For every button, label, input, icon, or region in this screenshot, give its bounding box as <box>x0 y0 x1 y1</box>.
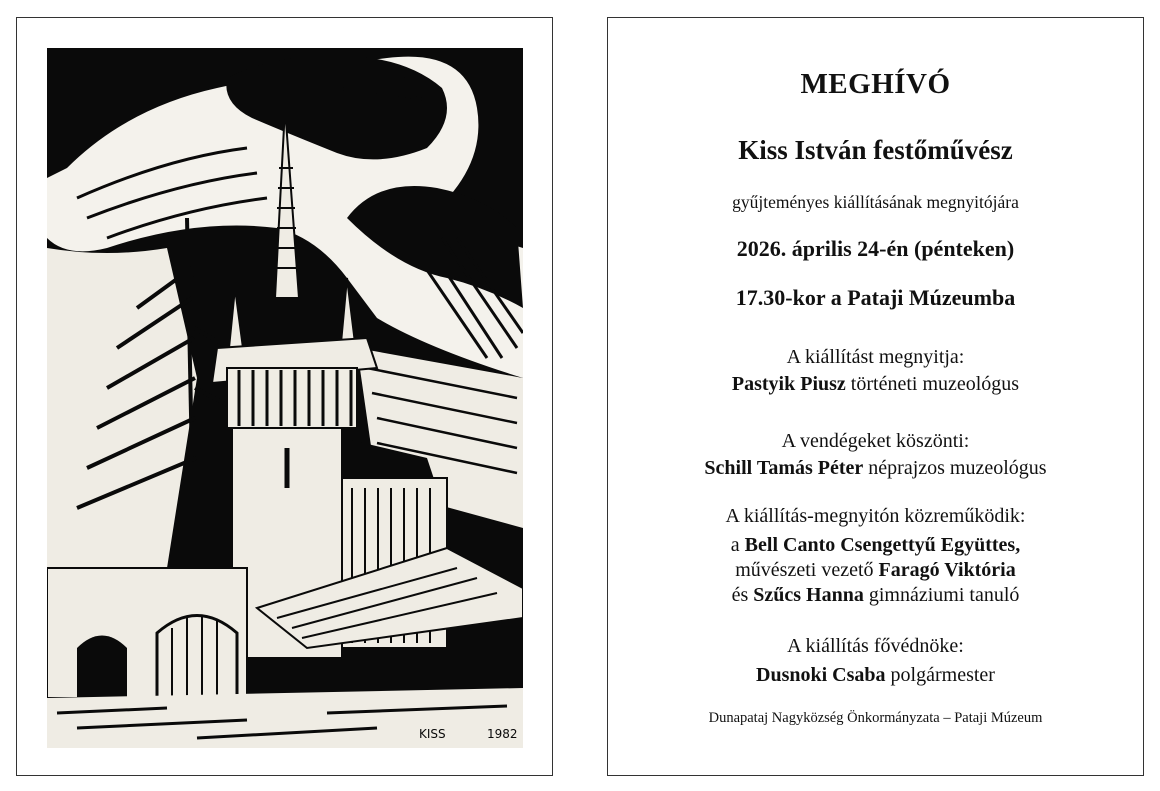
performers-prefix-2: művészeti vezető <box>735 559 874 581</box>
greeting-speaker <box>608 457 1143 480</box>
performers-line-2 <box>608 558 1143 583</box>
artwork-card <box>16 17 553 776</box>
opening-speaker <box>608 373 1143 396</box>
artwork-year: 1982 <box>487 727 518 741</box>
artist-signature: KISS <box>419 727 446 741</box>
performers-prefix-1: a <box>730 534 740 556</box>
performer-group: Bell Canto Csengettyű Együttes, <box>744 534 1021 556</box>
opening-name: Pastyik Piusz <box>731 373 846 395</box>
greeting-block <box>608 430 1143 480</box>
performers-line-1 <box>608 533 1143 558</box>
performers-label: A kiállítás-megnyitón közreműködik: <box>725 505 1026 527</box>
greeting-label: A vendégeket köszönti: <box>781 430 970 452</box>
patron-name: Dusnoki Csaba <box>756 664 886 686</box>
opening-role: történeti muzeológus <box>850 373 1020 395</box>
organizer-footer: Dunapataj Nagyközség Önkormányzata – Pataji Múzeum <box>708 710 1043 726</box>
performer-leader: Faragó Viktória <box>878 559 1016 581</box>
opening-label: A kiállítást megnyitja: <box>786 346 965 368</box>
performer-student-role: gimnáziumi tanuló <box>868 584 1020 606</box>
patron-person <box>608 664 1143 687</box>
occasion-text: gyűjteményes kiállításának megnyitójára <box>732 192 1019 212</box>
invitation-title: MEGHÍVÓ <box>800 68 951 100</box>
performers-block <box>608 504 1143 608</box>
patron-block <box>608 635 1143 687</box>
performer-student: Szűcs Hanna <box>753 584 864 606</box>
invitation-card <box>607 17 1144 776</box>
performers-line-3 <box>608 583 1143 608</box>
performers-prefix-3: és <box>731 584 749 606</box>
patron-label: A kiállítás fővédnöke: <box>787 635 964 657</box>
woodcut-church-artwork <box>47 48 523 748</box>
event-time-place: 17.30-kor a Pataji Múzeumba <box>735 285 1016 310</box>
event-date: 2026. április 24-én (pénteken) <box>736 236 1015 261</box>
opening-block <box>608 346 1143 396</box>
patron-role: polgármester <box>890 664 995 686</box>
greeting-name: Schill Tamás Péter <box>704 457 864 479</box>
greeting-role: néprajzos muzeológus <box>868 457 1047 479</box>
artist-name: Kiss István festőművész <box>738 135 1013 165</box>
